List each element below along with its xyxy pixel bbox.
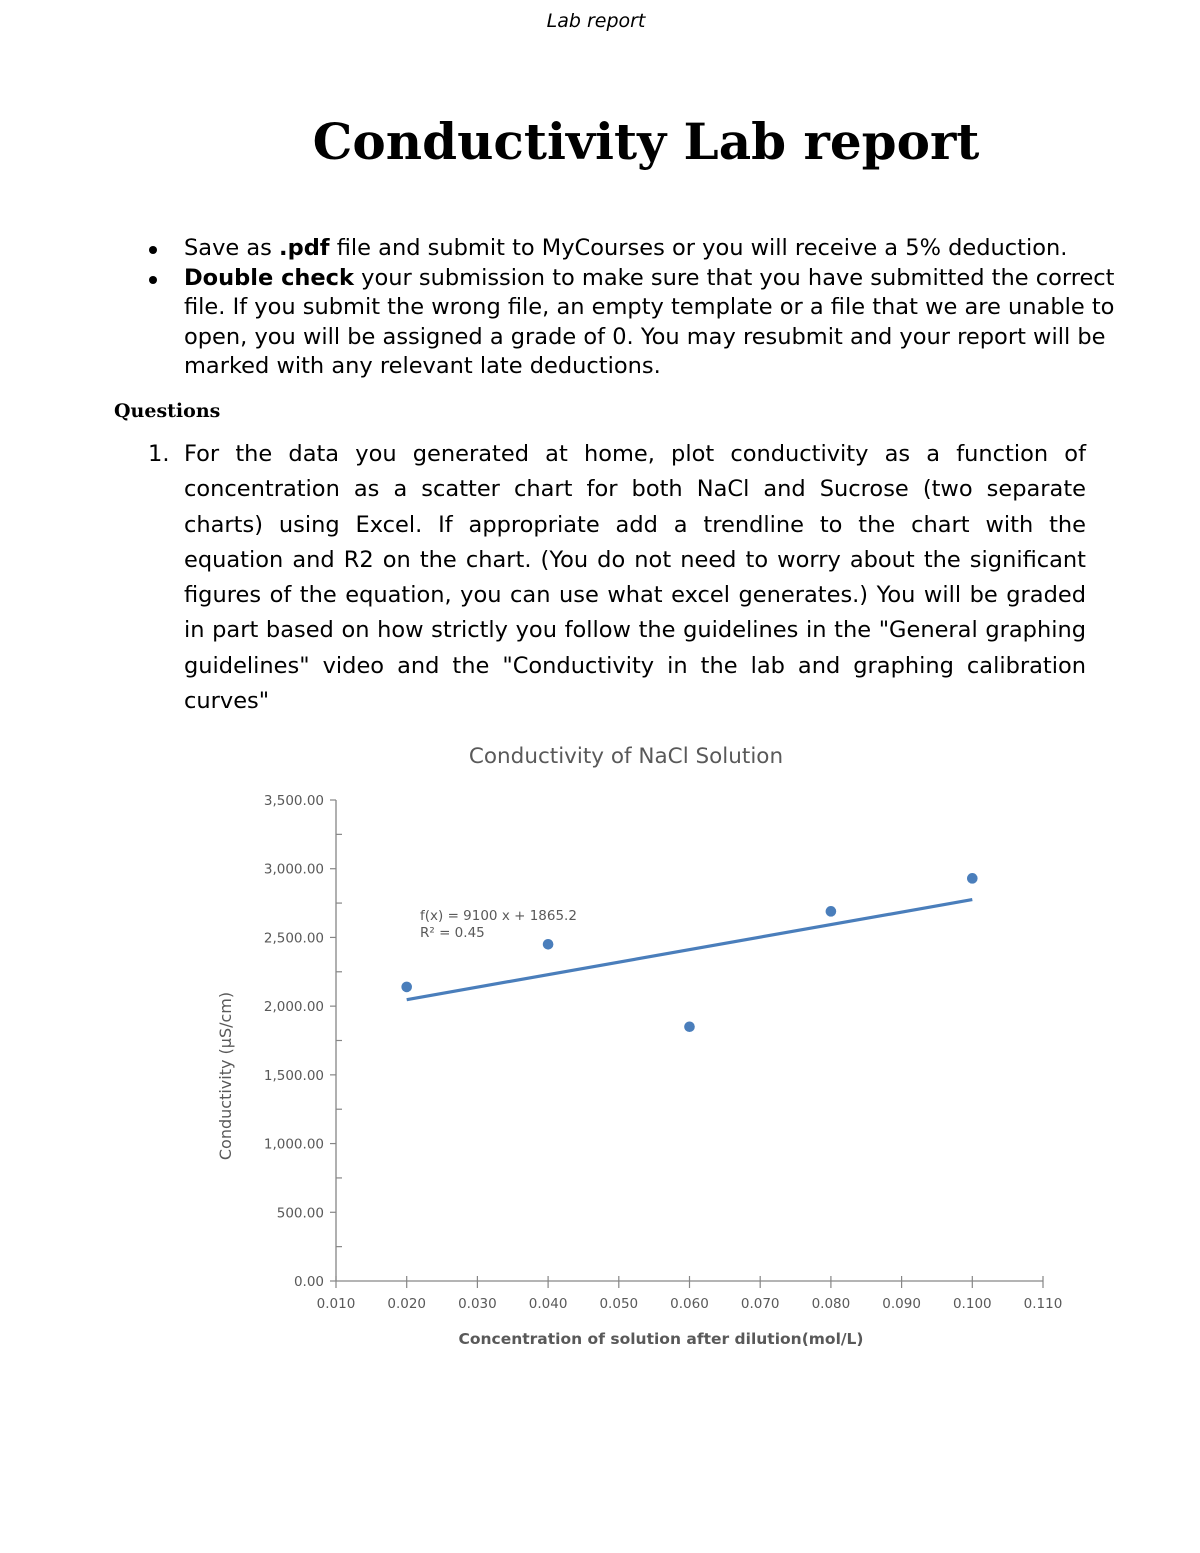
- nacl-conductivity-chart: [200, 730, 1100, 1370]
- x-tick-label: 0.100: [952, 1296, 992, 1312]
- instruction-text: file and submit to MyCourses or you will receive a 5% deduction.: [329, 235, 1068, 261]
- x-tick-label: 0.080: [811, 1296, 851, 1312]
- x-tick-labels: [317, 1296, 1063, 1312]
- trendline-r-squared: R² = 0.45: [420, 925, 485, 941]
- chart-axes: [330, 800, 1043, 1288]
- y-tick-label: 1,500.00: [263, 1067, 324, 1084]
- x-tick-label: 0.060: [670, 1296, 709, 1312]
- trendline-equation: f(x) = 9100 x + 1865.2: [420, 908, 577, 924]
- instruction-emphasis: .pdf: [279, 235, 330, 261]
- x-tick-label: 0.110: [1023, 1296, 1063, 1312]
- instruction-text: your submission to make sure that you have submitted the correct file. If you submit the wrong file, an empty template or a file that we are unable to open, you will be assigned a grade of 0. You may resubmit and your report will be marked with any relevant late deductions.: [184, 264, 1115, 379]
- chart-title: Conductivity of NaCl Solution: [468, 744, 784, 769]
- y-tick-labels: [264, 793, 324, 1290]
- data-point: [401, 982, 412, 993]
- data-point: [967, 873, 978, 884]
- x-axis-label: Concentration of solution after dilution(mol/L): [458, 1330, 864, 1348]
- x-tick-label: 0.020: [387, 1296, 427, 1312]
- data-point: [826, 906, 837, 917]
- question-number: 1.: [148, 441, 170, 467]
- question-text: For the data you generated at home, plot conductivity as a function of concentration as a scatter chart for both NaCl and Sucrose (two separate charts) using Excel. If appropriate add a trendline to the chart with the equation and R2 on the chart. (You do not need to worry about the significant figures of the equation, you can use what excel generates.) You will be graded in part based on how strictly you follow the guidelines in the "General graphing guidelines" video and the "Conductivity in the lab and graphing calibration curves": [184, 441, 1086, 715]
- x-tick-label: 0.090: [882, 1296, 921, 1312]
- y-tick-label: 500.00: [276, 1205, 324, 1222]
- instruction-save-as-pdf: [140, 234, 1130, 264]
- document-title: Conductivity Lab report: [312, 112, 980, 171]
- instruction-text: Save as: [184, 235, 280, 261]
- y-tick-label: 3,500.00: [263, 793, 324, 809]
- y-tick-label: 0.00: [293, 1274, 324, 1290]
- x-tick-label: 0.050: [599, 1296, 639, 1312]
- x-tick-label: 0.010: [316, 1296, 356, 1312]
- x-tick-label: 0.040: [528, 1296, 568, 1312]
- y-axis-label: Conductivity (µS/cm): [216, 991, 235, 1161]
- data-points: [401, 873, 977, 1032]
- instruction-emphasis: Double check: [184, 264, 354, 291]
- data-point: [684, 1021, 695, 1032]
- data-point: [543, 939, 554, 950]
- questions-heading: Questions: [114, 400, 221, 422]
- y-tick-label: 2,500.00: [263, 930, 324, 947]
- instruction-list: [140, 234, 1130, 382]
- running-header: Lab report: [546, 10, 646, 32]
- instruction-double-check: [140, 264, 1130, 382]
- y-tick-label: 3,000.00: [263, 861, 324, 878]
- x-tick-label: 0.030: [458, 1296, 497, 1312]
- x-tick-label: 0.070: [740, 1296, 780, 1312]
- y-tick-label: 2,000.00: [263, 999, 324, 1016]
- y-tick-label: 1,000.00: [263, 1136, 324, 1153]
